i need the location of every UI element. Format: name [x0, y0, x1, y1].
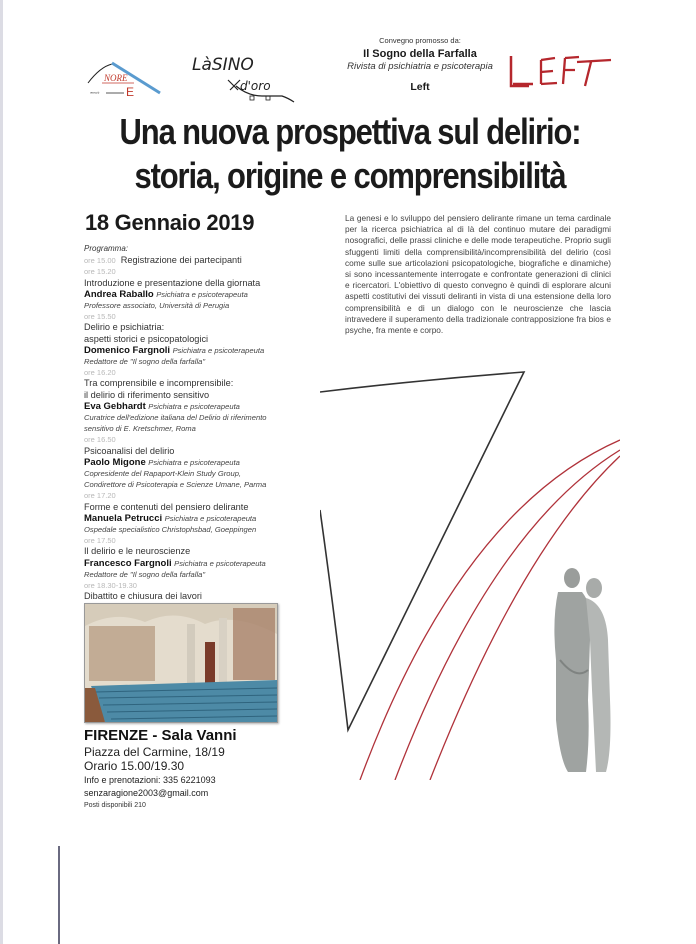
speaker-affiliation: Copresidente del Rapaport-Klein Study Group,	[84, 469, 242, 479]
sala-vanni-photo	[84, 603, 278, 723]
program-topic-2: il delirio di riferimento sensitivo	[84, 389, 210, 400]
abstract-text: La genesi e lo sviluppo del pensiero delirante rimane un tema cardinale per la ricerca psichiatrica al di là del continuo mutare dei paradigmi nosografici, delle prassi cliniche e delle mode terapeutiche. Proprio sugli sfuggenti limiti della comprensibilità/incomprensibilità del delirio (così come sulle sue articolazioni psicopatologiche, biografiche e dinamiche) si sono incessantemente interrogate e confrontate generazioni di clinici e ricercatori. L'obiettivo di questo convegno è quindi di esplorare alcuni aspetti costitutivi dei vissuti deliranti in vista di una estensione della loro comprensibilità e di un dialogo con le neuroscienze che lascia intravedere il superamento della tradizionale contrapposizione fra bios e psyche, fra mente e corpo.	[345, 213, 611, 336]
speaker-role: Psichiatra e psicoterapeuta	[156, 289, 248, 299]
program-topic: Dibattito e chiusura dei lavori	[84, 591, 202, 602]
organizer-name: Il Sogno della Farfalla	[363, 48, 477, 60]
program-time: ore 15.00	[84, 256, 116, 266]
program-item	[84, 535, 299, 580]
program-time: ore 17.20	[84, 491, 116, 501]
doro-text: d'oro	[240, 79, 271, 93]
speaker-name: Manuela Petrucci	[84, 512, 163, 524]
co-organizer-name: Left	[410, 81, 430, 93]
speaker-role: Psichiatra e psicoterapeuta	[148, 401, 240, 411]
speaker-affiliation: Ospedale specialistico Christophsbad, Goeppingen	[84, 525, 257, 535]
nore-text: NORE	[104, 73, 128, 83]
program-item	[84, 434, 299, 490]
program-label: Programma:	[84, 244, 129, 253]
speaker-role: Psichiatra e psicoterapeuta	[174, 558, 266, 568]
program-topic: Il delirio e le neuroscienze	[84, 546, 191, 557]
page-title	[109, 110, 591, 198]
program-topic: Introduzione e presentazione della giornata	[84, 277, 261, 288]
artwork	[320, 360, 620, 780]
title-line-2: storia, origine e comprensibilità	[134, 155, 566, 196]
speaker-affiliation: Redattore de "Il sogno della farfalla"	[84, 569, 206, 579]
speaker-name: Andrea Raballo	[84, 288, 154, 300]
asino-doro-logo	[190, 50, 320, 105]
speaker-affiliation: Condirettore di Psicoterapia e Scienze Umane, Parma	[84, 480, 267, 490]
speaker-affiliation: Redattore de "Il sogno della farfalla"	[84, 357, 206, 367]
program	[84, 243, 299, 614]
promoted-by-label: Convegno promosso da:	[379, 36, 461, 45]
program-item	[84, 490, 299, 535]
program-time: ore 15.50	[84, 312, 116, 322]
statue-icon	[554, 568, 610, 772]
program-time: ore 18.30-19.30	[84, 581, 137, 591]
left-logo	[505, 50, 615, 92]
title-line-1: Una nuova prospettiva sul delirio:	[119, 111, 581, 152]
program-time: ore 16.50	[84, 435, 116, 445]
divider-line	[58, 846, 60, 944]
svg-text:ᵉⁿᵉʳᵍⁱᵃ: ᵉⁿᵉʳᵍⁱᵃ	[90, 92, 100, 97]
nore-e-text: E	[126, 85, 135, 99]
venue-email[interactable]: senzaragione2003@gmail.com	[84, 788, 209, 798]
speaker-name: Paolo Migone	[84, 456, 146, 468]
program-topic: Psicoanalisi del delirio	[84, 445, 175, 456]
venue-seats: Posti disponibili 210	[84, 802, 146, 809]
speaker-name: Eva Gebhardt	[84, 400, 146, 412]
organizer-subtitle: Rivista di psichiatria e psicoterapia	[347, 61, 493, 72]
promoter-block	[330, 36, 510, 93]
venue-info	[84, 727, 304, 809]
program-topic: Registrazione dei partecipanti	[120, 255, 242, 266]
venue-address: Piazza del Carmine, 18/19	[84, 745, 225, 759]
program-topic: Forme e contenuti del pensiero delirante	[84, 501, 249, 512]
program-item	[84, 367, 299, 434]
speaker-role: Psichiatra e psicoterapeuta	[148, 457, 240, 467]
program-topic-2: aspetti storici e psicopatologici	[84, 333, 209, 344]
venue-city-hall: FIRENZE - Sala Vanni	[84, 727, 237, 744]
program-item	[84, 266, 299, 311]
venue-booking-info: Info e prenotazioni: 335 6221093	[84, 775, 216, 785]
speaker-role: Psichiatra e psicoterapeuta	[164, 513, 257, 523]
program-time: ore 16.20	[84, 368, 116, 378]
speaker-name: Francesco Fargnoli	[84, 557, 172, 569]
nore-logo	[82, 55, 162, 105]
program-topic: Tra comprensibile e incomprensibile:	[84, 378, 234, 389]
program-time: ore 15.20	[84, 267, 116, 277]
venue-hours: Orario 15.00/19.30	[84, 759, 185, 773]
program-time: ore 17.50	[84, 536, 116, 546]
speaker-role: Psichiatra e psicoterapeuta	[172, 345, 265, 355]
speaker-name: Domenico Fargnoli	[84, 344, 171, 356]
speaker-affiliation: sensitivo di E. Kretschmer, Roma	[84, 424, 196, 434]
program-item	[84, 311, 299, 367]
program-item	[84, 255, 299, 266]
program-topic: Delirio e psichiatria:	[84, 322, 165, 333]
asino-text: LàSINO	[192, 55, 254, 75]
page-edge	[0, 0, 3, 944]
event-date: 18 Gennaio 2019	[85, 210, 255, 235]
speaker-affiliation: Curatrice dell'edizione italiana del Delirio di riferimento	[84, 413, 267, 423]
triangle-drawing	[320, 372, 524, 730]
speaker-affiliation: Professore associato, Università di Perugia	[84, 301, 230, 311]
